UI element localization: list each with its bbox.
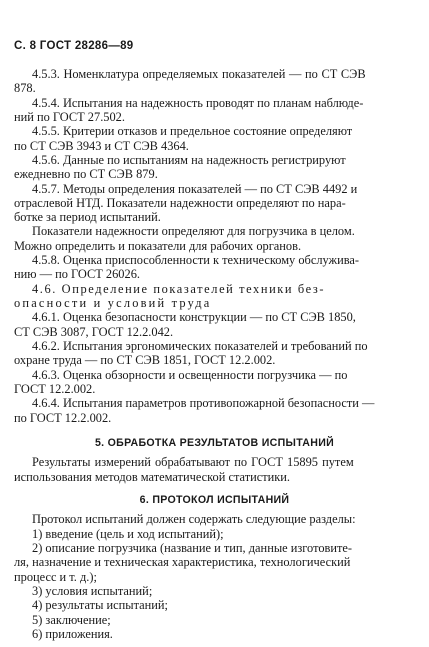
- text-line: использования методов математической статистики.: [14, 469, 291, 484]
- subsection-heading-line: 4.6. Определение показателей техники без-: [32, 281, 326, 296]
- text-line: 4.6.2. Испытания эргономических показателей и требований по: [32, 338, 368, 353]
- text-line: СТ СЭВ 3087, ГОСТ 12.2.042.: [14, 324, 174, 339]
- text-line: ботке за период испытаний.: [14, 210, 161, 225]
- text-line: 4.6.1. Оценка безопасности конструкции — по СТ СЭВ 1850,: [32, 310, 356, 325]
- text-line: Можно определить и показатели для рабочих органов.: [14, 238, 302, 253]
- list-item: 3) условия испытаний;: [32, 584, 153, 599]
- text-line: 4.5.6. Данные по испытаниям на надежность регистрируют: [32, 152, 346, 167]
- list-item: 6) приложения.: [32, 627, 113, 641]
- text-line: по ГОСТ 12.2.002.: [14, 410, 112, 425]
- text-line: отраслевой НТД. Показатели надежности определяют по нара-: [14, 195, 346, 210]
- text-line: 878.: [14, 81, 36, 96]
- text-line: процесс и т. д.);: [14, 569, 97, 584]
- text-line: 4.5.3. Номенклатура определяемых показателей — по СТ СЭВ: [32, 67, 366, 81]
- text-line: 4.5.7. Методы определения показателей — по СТ СЭВ 4492 и: [32, 181, 358, 196]
- text-line: 4.6.3. Оценка обзорности и освещенности погрузчика — по: [32, 367, 348, 382]
- list-item: 4) результаты испытаний;: [32, 598, 168, 613]
- text-line: 4.5.5. Критерии отказов и предельное состояние определяют: [32, 124, 353, 139]
- text-line: 4.5.8. Оценка приспособленности к техническому обслужива-: [32, 253, 360, 268]
- text-line: 4.5.4. Испытания на надежность проводят по планам наблюде-: [32, 95, 364, 110]
- list-item: 2) описание погрузчика (название и тип, данные изготовите-: [32, 541, 353, 556]
- text-line: ежедневно по СТ СЭВ 879.: [14, 167, 158, 182]
- text-line: нию — по ГОСТ 26026.: [14, 267, 140, 282]
- text-line: Показатели надежности определяют для погрузчика в целом.: [32, 224, 355, 239]
- text-line: Результаты измерений обрабатывают по ГОСТ 15895 путем: [32, 455, 354, 470]
- section-6-heading: 6. ПРОТОКОЛ ИСПЫТАНИЙ: [139, 493, 290, 506]
- text-line: ГОСТ 12.2.002.: [14, 381, 96, 396]
- text-line: охране труда — по СТ СЭВ 1851, ГОСТ 12.2.002.: [14, 353, 276, 368]
- list-item: 1) введение (цель и ход испытаний);: [32, 526, 224, 541]
- text-line: ля, назначение и техническая характеристика, технологический: [14, 555, 351, 570]
- text-line: ний по ГОСТ 27.502.: [14, 109, 125, 124]
- running-head: С. 8 ГОСТ 28286—89: [14, 40, 134, 52]
- section-5-heading: 5. ОБРАБОТКА РЕЗУЛЬТАТОВ ИСПЫТАНИЙ: [94, 436, 335, 449]
- text-line: по СТ СЭВ 3943 и СТ СЭВ 4364.: [14, 138, 189, 153]
- subsection-heading-line: опасности и условий труда: [14, 296, 212, 310]
- list-item: 5) заключение;: [32, 612, 111, 627]
- text-line: 4.6.4. Испытания параметров противопожарной безопасности —: [32, 396, 375, 411]
- text-line: Протокол испытаний должен содержать следующие разделы:: [32, 512, 356, 527]
